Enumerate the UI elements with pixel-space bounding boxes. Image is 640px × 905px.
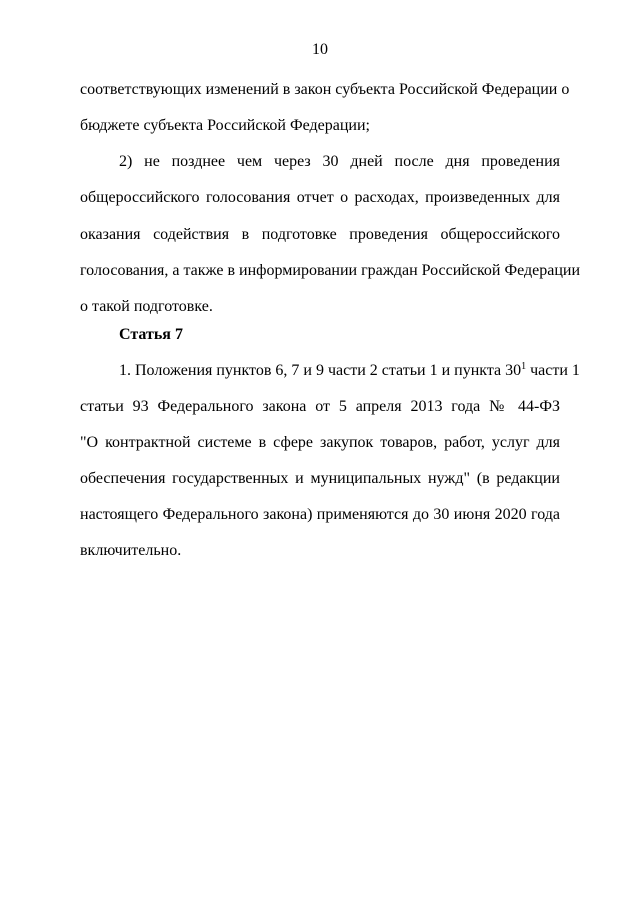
text-line: оказания содействия в подготовке проведения общероссийского <box>80 226 560 243</box>
text-line: обеспечения государственных и муниципальных нужд" (в редакции <box>80 470 560 487</box>
footnote-marker: 1 <box>521 361 527 372</box>
text-line: статьи 93 Федерального закона от 5 апреля 2013 года № 44-ФЗ <box>80 398 560 415</box>
text-line: голосования, а также в информировании граждан Российской Федерации <box>80 262 581 279</box>
text-line <box>119 361 580 381</box>
text-line-main: 1. Положения пунктов 6, 7 и 9 части 2 статьи 1 и пункта 30 <box>119 362 522 379</box>
text-line: бюджете субъекта Российской Федерации; <box>80 117 370 134</box>
text-line: 2) не позднее чем через 30 дней после дня проведения <box>119 153 560 170</box>
text-line: настоящего Федерального закона) применяются до 30 июня 2020 года <box>80 506 560 523</box>
text-line-rest: части 1 <box>526 362 580 379</box>
text-line: соответствующих изменений в закон субъекта Российской Федерации о <box>80 81 570 98</box>
article-heading: Статья 7 <box>119 326 183 343</box>
text-line: общероссийского голосования отчет о расходах, произведенных для <box>80 189 560 206</box>
text-line: включительно. <box>80 542 182 559</box>
page-number: 10 <box>312 41 328 58</box>
text-line: "О контрактной системе в сфере закупок товаров, работ, услуг для <box>80 434 560 451</box>
text-line: о такой подготовке. <box>80 298 213 315</box>
